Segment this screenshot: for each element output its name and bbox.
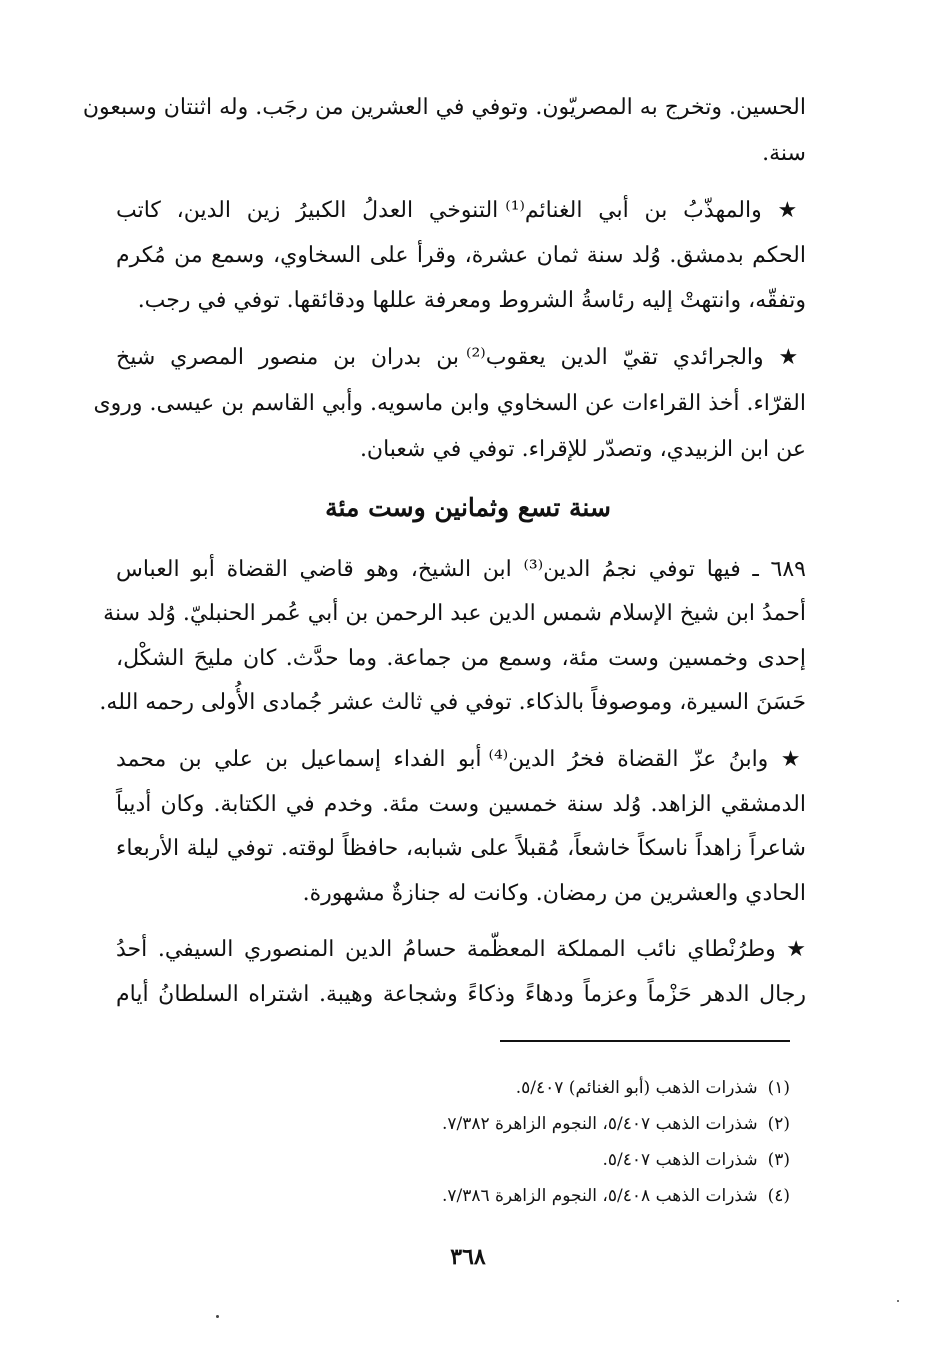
- body-line: ★ وابنُ عزّ القضاة فخرُ الدين⁽⁴⁾ أبو الفداء إسماعيل بن علي بن محمد: [116, 747, 806, 772]
- body-line: إحدى وخمسين وست مئة، وسمع من جماعة. وما حدَّث. كان مليحَ الشكْل،: [116, 646, 806, 671]
- body-line: رجال الدهر حَزْماً وعزماً ودهاءً وذكاءً وشجاعة وهيبة. اشتراه السلطانُ أيام: [116, 982, 806, 1007]
- body-line: سنة.: [762, 141, 806, 166]
- footnote: [290, 1148, 790, 1172]
- page-number: ٣٦٨: [450, 1244, 486, 1270]
- scan-speck: [216, 1315, 219, 1318]
- footnote-separator: [500, 1040, 790, 1042]
- scan-speck: [897, 1300, 899, 1302]
- footnote-number: (١): [767, 1078, 790, 1098]
- footnote-text: شذرات الذهب ٥/٤٠٧.: [602, 1150, 758, 1170]
- body-line: حَسَنَ السيرة، وموصوفاً بالذكاء. توفي في ثالث عشر جُمادى الأُولى رحمه الله.: [99, 690, 806, 715]
- section-heading: سنة تسع وثمانين وست مئة: [325, 493, 611, 522]
- body-line: عن ابن الزبيدي، وتصدّر للإقراء. توفي في شعبان.: [359, 437, 806, 462]
- body-line: الحسين. وتخرج به المصريّون. وتوفي في العشرين من رجَب. وله اثنتان وسبعون: [82, 95, 806, 120]
- body-line: الحكم بدمشق. وُلد سنة ثمان عشرة، وقرأ على السخاوي، وسمع من مُكرم: [116, 243, 806, 268]
- footnote: [290, 1184, 790, 1208]
- body-line: الحادي والعشرين من رمضان. وكانت له جنازةٌ مشهورة.: [302, 881, 806, 906]
- body-line: ★ والمهذّبُ بن أبي الغنائم⁽¹⁾ التنوخي العدلُ الكبيرُ زين الدين، كاتب: [116, 198, 806, 223]
- body-line: أحمدُ ابن شيخ الإسلام شمس الدين عبد الرحمن بن أبي عُمر الحنبليّ. وُلد سنة: [103, 601, 806, 626]
- body-line: ★ وطرُنْطاي نائب المملكة المعظّمة حسامُ الدين المنصوري السيفي. أحدُ: [116, 937, 806, 962]
- footnote-number: (٣): [767, 1150, 790, 1170]
- footnote-text: شذرات الذهب (أبو الغنائم) ٥/٤٠٧.: [515, 1078, 758, 1098]
- footnote-text: شذرات الذهب ٥/٤٠٧، النجوم الزاهرة ٧/٣٨٢.: [441, 1114, 758, 1134]
- body-line: شاعراً زاهداً ناسكاً خاشعاً، مُقبلاً على شبابه، حافظاً لوقته. توفي ليلة الأربعاء: [116, 836, 806, 861]
- body-line: وتفقّه، وانتهتْ إليه رئاسةُ الشروط ومعرفة عللها ودقائقها. توفي في رجب.: [137, 288, 806, 313]
- body-line: ٦٨٩ ـ فيها توفي نجمُ الدين⁽³⁾ ابن الشيخ، وهو قاضي القضاة أبو العباس: [116, 557, 806, 582]
- footnote-number: (٤): [767, 1186, 790, 1206]
- footnote: [290, 1076, 790, 1100]
- footnote-number: (٢): [767, 1114, 790, 1134]
- footnote: [290, 1112, 790, 1136]
- body-line: ★ والجرائدي تقيّ الدين يعقوب⁽²⁾ بن بدران بن منصور المصري شيخ: [116, 345, 806, 370]
- body-line: القرّاء. أخذ القراءات عن السخاوي وابن ماسويه. وأبي القاسم بن عيسى. وروى: [93, 391, 806, 416]
- body-line: الدمشقي الزاهد. وُلد سنة خمسين وست مئة. وخدم في الكتابة. وكان أديباً: [116, 792, 806, 817]
- footnote-text: شذرات الذهب ٥/٤٠٨، النجوم الزاهرة ٧/٣٨٦.: [441, 1186, 758, 1206]
